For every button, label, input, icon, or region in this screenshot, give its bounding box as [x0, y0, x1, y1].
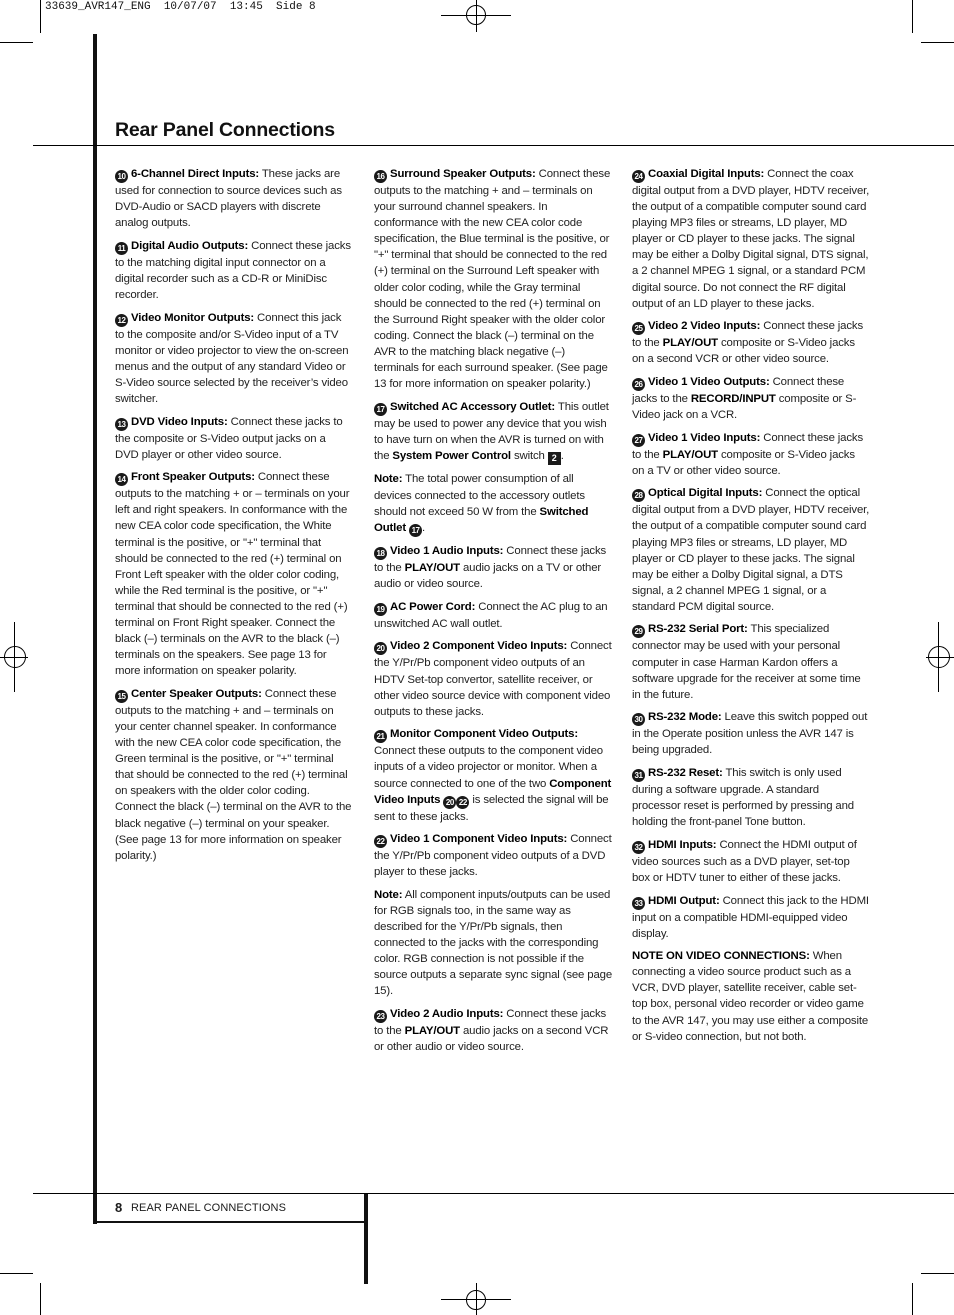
note-paragraph	[374, 887, 612, 1000]
body-text: composite or S-Video jack on a VCR.	[632, 392, 857, 422]
callout-number-badge: 17	[374, 403, 387, 416]
bold-label: Video 1 Component Video Inputs:	[390, 833, 568, 846]
connector-item-10	[115, 166, 352, 231]
connector-item-13	[115, 414, 352, 463]
body-text: This outlet may be used to power any device that you wish to have turn on when the AVR is turned on with the	[374, 400, 609, 462]
body-text: This specialized connector may be used with your personal computer in case Harman Kardon offers a software upgrade for the receiver at some time in the future.	[632, 623, 861, 701]
connector-item-20	[374, 638, 612, 719]
body-text: This switch is only used during a software upgrade. A standard processor reset is performed by pressing and holding the front-panel Tone button.	[632, 767, 854, 829]
callout-number-badge: 20	[374, 642, 387, 655]
bold-label: Optical Digital Inputs:	[648, 487, 763, 500]
connector-item-16	[374, 166, 612, 392]
connector-item-27	[632, 430, 870, 479]
body-text: is selected the signal will be sent to these jacks.	[374, 793, 609, 823]
callout-number-badge: 30	[632, 713, 645, 726]
callout-number-badge: 24	[632, 170, 645, 183]
callout-number-badge: 13	[115, 418, 128, 431]
body-text: Connect these outputs to the component video inputs of a video projector or monitor. When a source connected to one of the two	[374, 745, 603, 790]
footer-section-label: REAR PANEL CONNECTIONS	[131, 1202, 287, 1214]
bold-label: Coaxial Digital Inputs:	[648, 168, 765, 180]
body-text: audio jacks on a TV or other audio or video source.	[374, 562, 602, 591]
body-text: Connect these jacks to the	[632, 375, 845, 405]
bold-label: RS-232 Serial Port:	[648, 623, 748, 636]
bold-label: Center Speaker Outputs:	[131, 687, 262, 700]
callout-number-badge: 22	[374, 835, 387, 848]
body-text: Connect these jacks to the composite or S-Video output jacks on a DVD player or other video source.	[115, 415, 343, 461]
note-paragraph	[632, 948, 870, 1045]
connector-item-17	[374, 399, 612, 465]
bold-label: PLAY/OUT	[404, 1025, 460, 1038]
body-text: Connect the Y/Pr/Pb component video outputs of a DVD player to these jacks.	[374, 833, 612, 879]
page-number: 8	[115, 1200, 123, 1215]
text-column-right	[632, 166, 870, 1051]
bold-label: HDMI Output:	[648, 894, 720, 907]
connector-item-24	[632, 166, 870, 312]
body-text: Connect the HDMI output of video sources such as a DVD player, set-top box or HDTV tuner to either of these jacks.	[632, 838, 857, 884]
body-text: Connect this jack to the composite and/or S-Video input of a TV monitor or video projector to view the on-screen menus and the output of any standard Video or S-Video source selected by the receiver’s video switcher.	[115, 311, 349, 405]
print-slug: 33639_AVR147_ENG 10/07/07 13:45 Side 8	[45, 1, 316, 13]
body-text: Connect these jacks to the matching digital input connector on a digital recorder such as a CD-R or MiniDisc recorder.	[115, 239, 351, 301]
body-text: switch	[510, 449, 548, 462]
connector-item-29	[632, 621, 870, 702]
callout-reference-badge: 20	[443, 796, 456, 809]
callout-reference-badge: 17	[409, 524, 422, 537]
note-paragraph	[374, 471, 612, 536]
callout-number-badge: 19	[374, 603, 387, 616]
bold-label: Monitor Component Video Outputs:	[390, 728, 578, 741]
body-text: .	[560, 449, 564, 462]
callout-number-badge: 12	[115, 314, 128, 327]
body-text: Connect these outputs to the matching + and – terminals on your surround channel speakers. In conformance with the new CEA color code specification, the Blue terminal is the positive, or "+" terminal that should be connected to the red (+) terminal on the Surround Left speaker with older color coding, while the Gray terminal should be connected to the red (+) terminal on the Surround Right speaker with the older color coding. Connect the black (–) terminal on the AVR to the matching black negative (–) terminals for each surround speaker. (See page 13 for more information on speaker polarity.)	[374, 168, 611, 391]
bold-label: 6-Channel Direct Inputs:	[131, 168, 260, 180]
bold-label: PLAY/OUT	[404, 562, 460, 575]
body-text: Connect these jacks to the	[632, 320, 864, 350]
bold-label: Component Video Inputs	[374, 777, 612, 806]
connector-item-11	[115, 238, 352, 303]
bold-label: Switched AC Accessory Outlet:	[390, 400, 556, 413]
callout-number-badge: 16	[374, 170, 387, 183]
bold-label: Note:	[374, 888, 403, 901]
body-text: audio jacks on a second VCR or other audio or video source.	[374, 1025, 609, 1054]
footer-rule	[33, 1193, 954, 1194]
body-text: All component inputs/outputs can be used for RGB signals too, in the same way as described for the Y/Pr/Pb signals, then connected to the jacks with the corresponding color. RGB connection is not possible if the source outputs a separate sync signal (see page 15).	[374, 888, 612, 998]
body-text: Connect the Y/Pr/Pb component video outputs of an HDTV Set-top convertor, satellite receiver, or other video source device with component video outputs to these jacks.	[374, 640, 612, 718]
callout-number-badge: 28	[632, 489, 645, 502]
bold-label: RECORD/INPUT	[690, 392, 776, 405]
callout-number-badge: 27	[632, 434, 645, 447]
footer-vertical-rule	[364, 1194, 368, 1284]
body-text: These jacks are used for connection to source devices such as DVD-Audio or SACD players with discrete analog outputs.	[115, 168, 342, 230]
connector-item-14	[115, 469, 352, 679]
body-text: Connect these jacks to the	[374, 545, 607, 575]
callout-number-badge: 31	[632, 769, 645, 782]
callout-number-badge: 33	[632, 897, 645, 910]
connector-item-33	[632, 893, 870, 942]
connector-item-18	[374, 543, 612, 592]
bold-label: Video Monitor Outputs:	[131, 311, 255, 324]
bold-label: RS-232 Reset:	[648, 767, 723, 780]
connector-item-15	[115, 686, 352, 864]
bold-label: Video 2 Video Inputs:	[648, 320, 761, 333]
callout-number-badge: 15	[115, 690, 128, 703]
callout-number-badge: 23	[374, 1010, 387, 1023]
bold-label: PLAY/OUT	[662, 448, 718, 461]
bold-label: Surround Speaker Outputs:	[390, 168, 536, 180]
text-column-middle	[374, 166, 612, 1062]
connector-item-21	[374, 726, 612, 824]
body-text: .	[422, 521, 426, 534]
body-text: composite or S-Video jacks on a second VCR or other video source.	[632, 337, 855, 366]
callout-number-badge: 14	[115, 473, 128, 486]
bold-label: DVD Video Inputs:	[131, 415, 228, 428]
body-text: Connect these outputs to the matching + and – terminals on your center channel speaker. In conformance with the new CEA color code specification, the Green terminal is the positive, or "+" terminal that should be connected to the red (+) terminal on speakers with the older color coding. Connect the black (–) terminal on the AVR to the black negative (–) terminal on your speaker. (See page 13 for more information on speaker polarity.)	[115, 687, 352, 862]
left-vertical-rule	[93, 34, 97, 1224]
bold-label: Video 1 Video Inputs:	[648, 431, 761, 444]
body-text: Connect the coax digital output from a DVD player, HDTV receiver, the output of a compatible computer sound card playing MP3 files or streams, LD player, MD player or CD player to these jacks. The signal may be either a Dolby Digital signal, DTS signal, a 2 channel MPEG 1 signal, or a standard PCM digital source. Do not connect the RF digital output of an LD player to these jacks.	[632, 168, 870, 310]
connector-item-26	[632, 374, 870, 423]
text-column-left	[115, 166, 352, 870]
body-text: When connecting a video source product such as a VCR, DVD player, satellite receiver, cable set-top box, personal video recorder or video game to the AVR 147, you may use either a composite or S-video connection, but not both.	[632, 950, 869, 1043]
callout-number-badge: 21	[374, 730, 387, 743]
callout-number-badge: 10	[115, 170, 128, 183]
bold-label: AC Power Cord:	[390, 600, 476, 613]
bold-label: System Power Control	[392, 449, 511, 462]
footer-underline	[93, 1221, 366, 1223]
bold-label: HDMI Inputs:	[648, 838, 717, 851]
connector-item-22	[374, 831, 612, 880]
bold-label: Video 2 Audio Inputs:	[390, 1008, 504, 1021]
connector-item-31	[632, 765, 870, 830]
bold-label: Note:	[374, 473, 403, 486]
bold-label: Video 1 Video Outputs:	[648, 375, 770, 388]
body-text: Connect these outputs to the matching + or – terminals on your left and right speakers. In conformance with the new CEA color code specification, the White terminal is the positive, or "+" terminal that should be connected to the red (+) terminal on Front Left speaker with the older color coding, while the Red terminal is the positive, or "+" terminal that should be connected to the red (+) terminal on Front Right speaker. Connect the black (–) terminals on the AVR to the black (–) terminals on the speakers. See page 13 for more information on speaker polarity.	[115, 471, 350, 678]
bold-label: Video 1 Audio Inputs:	[390, 545, 504, 558]
bold-label: Video 2 Component Video Inputs:	[390, 640, 568, 653]
connector-item-32	[632, 837, 870, 886]
front-panel-reference-badge: 2	[548, 452, 561, 465]
header-rule	[33, 145, 954, 146]
connector-item-25	[632, 318, 870, 367]
bold-label: Front Speaker Outputs:	[131, 471, 255, 484]
body-text: Leave this switch popped out in the Operate position unless the AVR 147 is being upgraded.	[632, 711, 868, 757]
body-text: Connect the AC plug to an unswitched AC wall outlet.	[374, 600, 608, 630]
body-text: Connect this jack to the HDMI input on a compatible HDMI-equipped video display.	[632, 894, 869, 940]
connector-item-30	[632, 709, 870, 758]
callout-number-badge: 26	[632, 378, 645, 391]
callout-number-badge: 11	[115, 242, 128, 255]
bold-label: RS-232 Mode:	[648, 711, 722, 724]
callout-number-badge: 29	[632, 625, 645, 638]
bold-label: Switched Outlet	[374, 505, 589, 534]
body-text: The total power consumption of all devices connected to the accessory outlets should not exceed 50 W from the	[374, 473, 585, 518]
callout-number-badge: 25	[632, 322, 645, 335]
callout-number-badge: 18	[374, 547, 387, 560]
bold-label: NOTE ON VIDEO CONNECTIONS:	[632, 950, 810, 963]
connector-item-28	[632, 485, 870, 615]
body-text: Connect these jacks to the	[374, 1008, 607, 1038]
callout-reference-badge: 22	[456, 796, 469, 809]
body-text: composite or S-Video jacks on a TV or other video source.	[632, 448, 855, 477]
body-text: Connect the optical digital output from a DVD player, HDTV receiver, the output of a compatible computer sound card playing MP3 files or streams, LD player, MD player or CD player to these jacks. The signal may be either a Dolby Digital signal, a DTS signal, a 2 channel MPEG 1 signal, or a standard PCM digital source.	[632, 487, 870, 613]
body-text: Connect these jacks to the	[632, 431, 864, 461]
connector-item-12	[115, 310, 352, 407]
connector-item-19	[374, 599, 612, 632]
bold-label: Digital Audio Outputs:	[131, 239, 249, 252]
connector-item-23	[374, 1006, 612, 1055]
callout-number-badge: 32	[632, 841, 645, 854]
page-title: Rear Panel Connections	[115, 119, 335, 141]
bold-label: PLAY/OUT	[662, 337, 718, 350]
